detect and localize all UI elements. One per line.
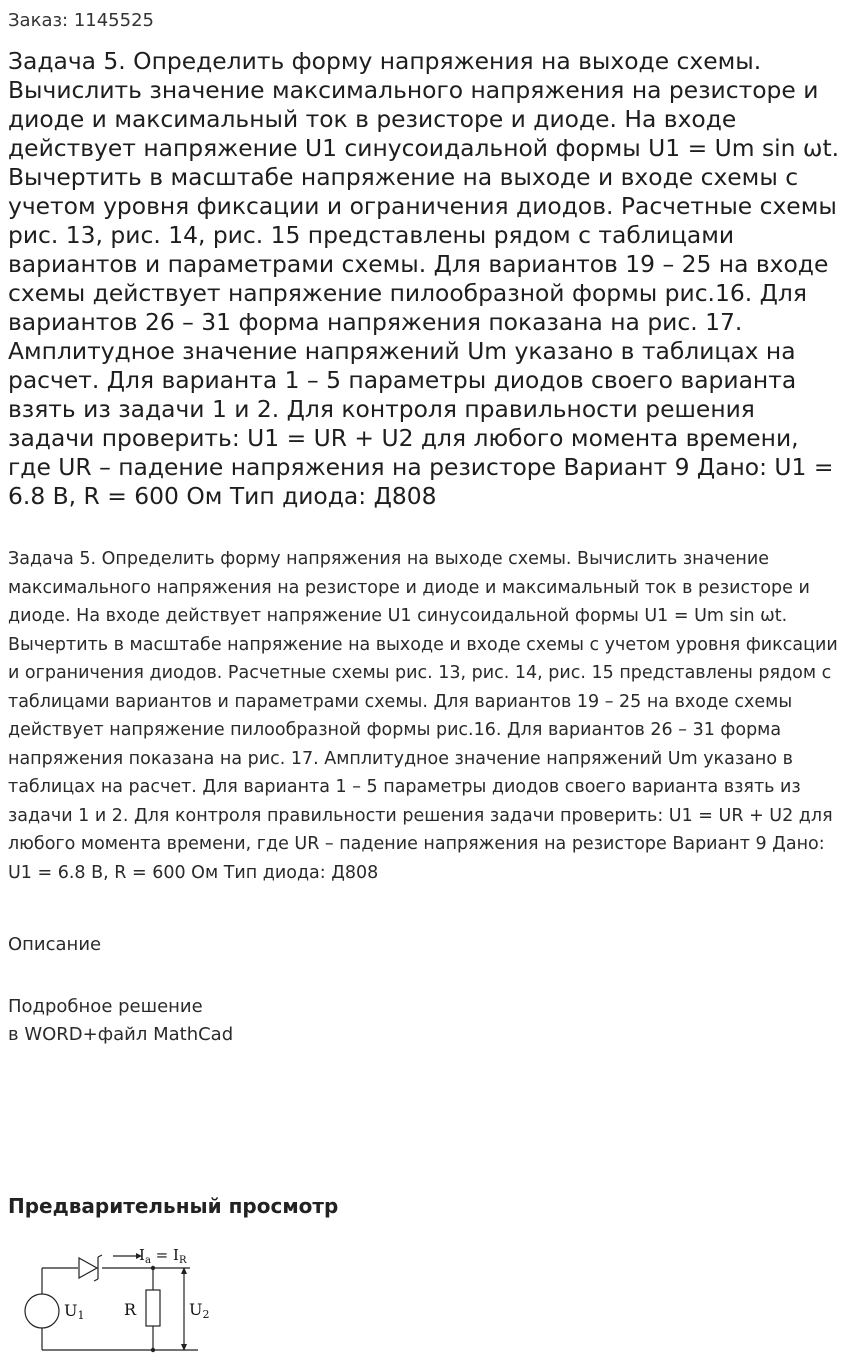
- task-summary: Задача 5. Определить форму напряжения на выходе схемы. Вычислить значение максимального напряжения на резисторе и диоде и максимальный ток в резисторе и диоде. На входе действует напряжение U1 синусоидальной формы U1 = Um sin ωt. Вычертить в масштабе напряжение на выходе и входе схемы с учетом уровня фиксации и ограничения диодов. Расчетные схемы рис. 13, рис. 14, рис. 15 представлены рядом с таблицами вариантов и параметрами схемы. Для вариантов 19 – 25 на входе схемы действует напряжение пилообразной формы рис.16. Для вариантов 26 – 31 форма напряжения показана на рис. 17. Амплитудное значение напряжений Um указано в таблицах на расчет. Для варианта 1 – 5 параметры диодов своего варианта взять из задачи 1 и 2. Для контроля правильности решения задачи проверить: U1 = UR + U2 для любого момента времени, где UR – падение напряжения на резисторе Вариант 9 Дано: U1 = 6.8 В, R = 600 Ом Тип диода: Д808: [8, 549, 838, 883]
- task-title: Задача 5. Определить форму напряжения на выходе схемы. Вычислить значение максимального напряжения на резисторе и диоде и максимальный ток в резисторе и диоде. На входе действует напряжение U1 синусоидальной формы U1 = Um sin ωt. Вычертить в масштабе напряжение на выходе и входе схемы с учетом уровня фиксации и ограничения диодов. Расчетные схемы рис. 13, рис. 14, рис. 15 представлены рядом с таблицами вариантов и параметрами схемы. Для вариантов 19 – 25 на входе схемы действует напряжение пилообразной формы рис.16. Для вариантов 26 – 31 форма напряжения показана на рис. 17. Амплитудное значение напряжений Um указано в таблицах на расчет. Для варианта 1 – 5 параметры диодов своего варианта взять из задачи 1 и 2. Для контроля правильности решения задачи проверить: U1 = UR + U2 для любого момента времени, где UR – падение напряжения на резисторе Вариант 9 Дано: U1 = 6.8 В, R = 600 Ом Тип диода: Д808: [8, 47, 840, 510]
- resistor-label: R: [124, 1300, 137, 1319]
- description-line-solution: Подробное решение: [8, 996, 203, 1017]
- preview-heading: Предварительный просмотр: [8, 1194, 339, 1218]
- current-label: $I_a = I_R$: [139, 1246, 187, 1266]
- circuit-preview-image: [18, 1240, 218, 1358]
- circuit-diagram: [18, 1240, 218, 1358]
- output-voltage-label: U2: [189, 1300, 210, 1321]
- order-number: Заказ: 1145525: [8, 10, 154, 31]
- description-heading: Описание: [8, 934, 102, 955]
- description-line-files: в WORD+файл MathCad: [8, 1024, 234, 1045]
- source-voltage-label: U1: [64, 1301, 85, 1322]
- voltage-source-symbol: [25, 1294, 59, 1328]
